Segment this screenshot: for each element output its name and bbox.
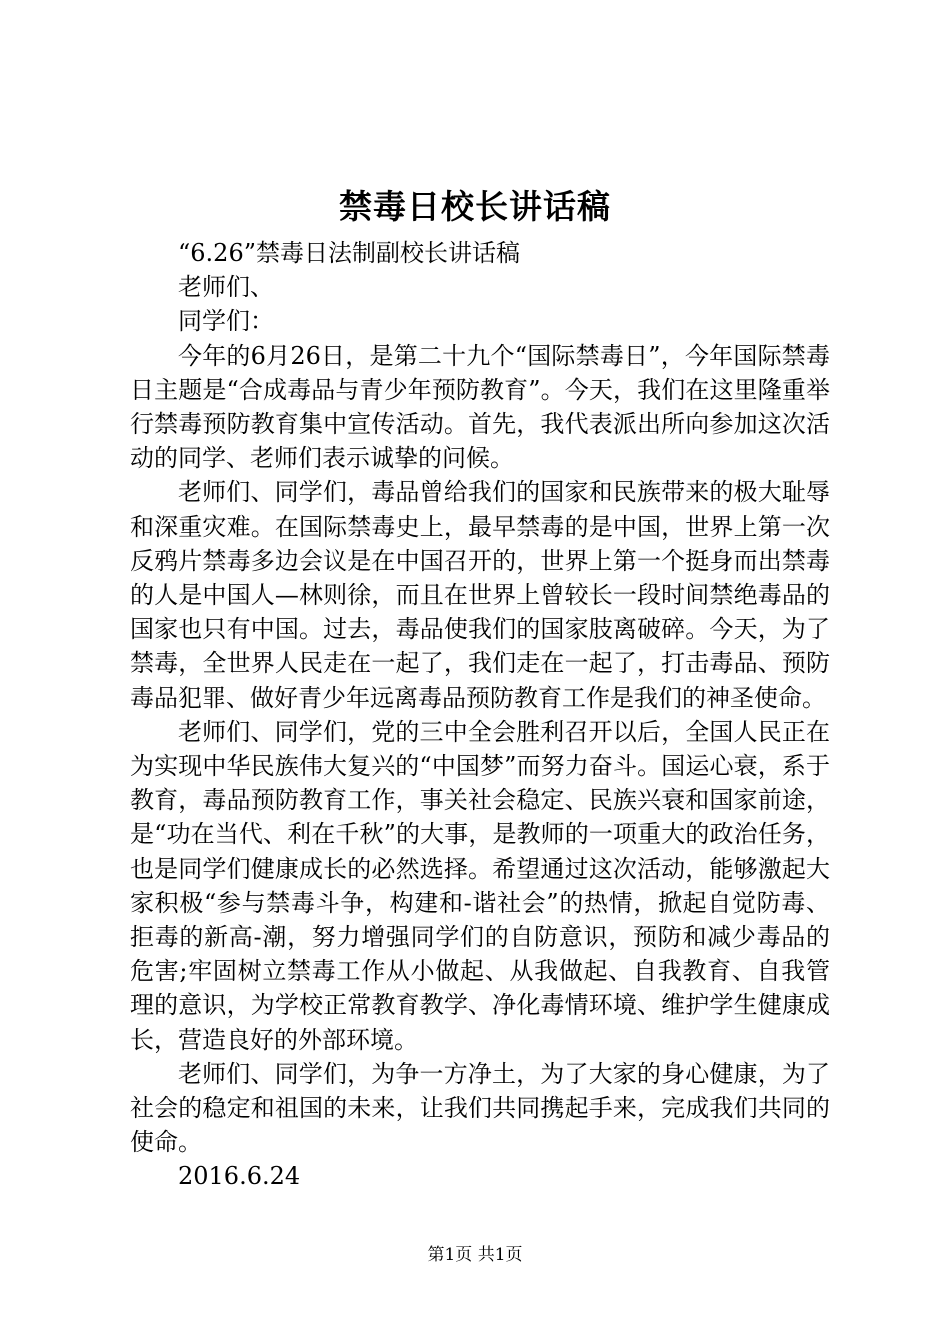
document-body bbox=[130, 236, 830, 1194]
document-title: 禁毒日校长讲话稿 bbox=[339, 187, 611, 226]
salutation-teachers: 老师们、 bbox=[178, 273, 274, 302]
page-footer: 第1页 共1页 bbox=[427, 1245, 523, 1265]
speech-date: 2016.6.24 bbox=[178, 1162, 301, 1191]
speech-subtitle: “6.26”禁毒日法制副校长讲话稿 bbox=[178, 239, 520, 267]
body-paragraph: 老师们、同学们，党的三中全会胜利召开以后，全国人民正在为实现中华民族伟大复兴的“中国梦”而努力奋斗。国运心衰，系于教育，毒品预防教育工作，事关社会稳定、民族兴衰和国家前途，是“功在当代、利在千秋”的大事，是教师的一项重大的政治任务，也是同学们健康成长的必然选择。希望通过这次活动，能够激起大家积极“参与禁毒斗争，构建和-谐社会”的热情，掀起自觉防毒、拒毒的新高-潮，努力增强同学们的自防意识，预防和减少毒品的危害;牢固树立禁毒工作从小做起、从我做起、自我教育、自我管理的意识，为学校正常教育教学、净化毒情环境、维护学生健康成长，营造良好的外部环境。 bbox=[130, 717, 830, 1054]
salutation-students: 同学们： bbox=[178, 307, 274, 336]
body-paragraph: 老师们、同学们，毒品曾给我们的国家和民族带来的极大耻辱和深重灾难。在国际禁毒史上，最早禁毒的是中国，世界上第一次反鸦片禁毒多边会议是在中国召开的，世界上第一个挺身而出禁毒的人是中国人—林则徐，而且在世界上曾较长一段时间禁绝毒品的国家也只有中国。过去，毒品使我们的国家肢离破碎。今天，为了禁毒，全世界人民走在一起了，我们走在一起了，打击毒品、预防毒品犯罪、做好青少年远离毒品预防教育工作是我们的神圣使命。 bbox=[130, 478, 830, 712]
body-paragraph: 今年的6月26日，是第二十九个“国际禁毒日”，今年国际禁毒日主题是“合成毒品与青少年预防教育”。今天，我们在这里隆重举行禁毒预防教育集中宣传活动。首先，我代表派出所向参加这次活动的同学、老师们表示诚挚的问候。 bbox=[130, 341, 830, 473]
body-paragraph: 老师们、同学们，为争一方净土，为了大家的身心健康，为了社会的稳定和祖国的未来，让我们共同携起手来，完成我们共同的使命。 bbox=[130, 1059, 830, 1157]
